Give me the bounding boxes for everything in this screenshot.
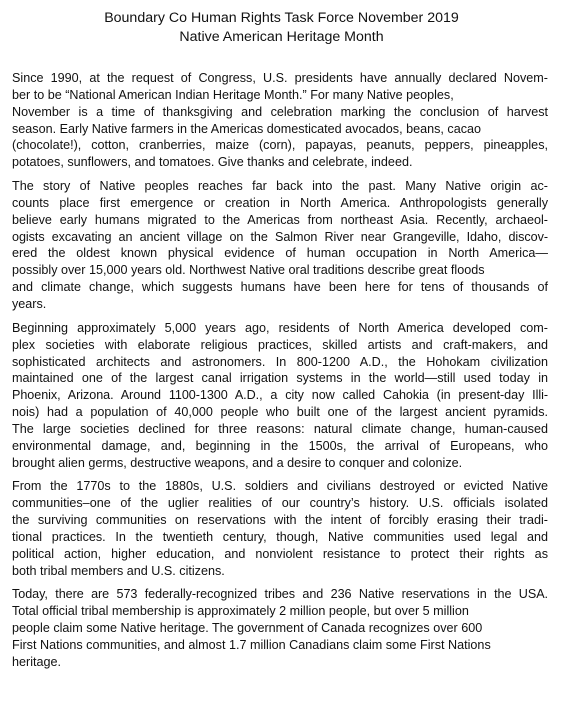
text-line: plex societies with elaborate religious practices, skilled artists and craft-makers, and	[12, 337, 548, 352]
text-line: heritage.	[12, 654, 62, 669]
text-line: From the 1770s to the 1880s, U.S. soldiers and civilians destroyed or evicted Native	[12, 479, 548, 494]
paragraph-5	[12, 586, 548, 670]
text-line: November is a time of thanksgiving and celebration marking the conclusion of harvest	[12, 104, 548, 119]
header-subtitle: Native American Heritage Month	[179, 29, 384, 45]
text-line: the surviving communities on reservations with the intent of forcibly erasing their tradi-	[12, 513, 548, 528]
text-line: season. Early Native farmers in the Americas domesticated avocados, beans, cacao	[12, 121, 481, 136]
text-line: ogists excavating an ancient village on the Salmon River near Grangeville, Idaho, discov-	[12, 229, 548, 244]
text-line: counts place first emergence or creation in North America. Anthropologists generally	[12, 195, 548, 210]
text-line: Since 1990, at the request of Congress, U.S. presidents have annually declared Novem-	[12, 71, 548, 85]
text-line: potatoes, sunflowers, and tomatoes. Give thanks and celebrate, indeed.	[12, 155, 413, 170]
text-line: possibly over 15,000 years old. Northwest Native oral traditions describe great floods	[12, 263, 485, 278]
text-line: political action, higher education, and nonviolent resistance to protect their rights as	[12, 546, 548, 561]
paragraph-4	[12, 478, 548, 579]
text-line: Today, there are 573 federally-recognized tribes and 236 Native reservations in the USA.	[12, 587, 548, 602]
text-line: environmental damage, and, beginning in the 1500s, the arrival of Europeans, who	[12, 438, 548, 453]
text-line: believe early humans migrated to the Americas from northeast Asia. Recently, archaeol-	[12, 212, 548, 227]
text-line: both tribal members and U.S. citizens.	[12, 563, 225, 578]
paragraph-3	[12, 320, 548, 472]
text-line: communities–one of the uglier realities of our country’s history. U.S. officials isolated	[12, 496, 548, 511]
article-body	[12, 70, 548, 678]
text-line: Beginning approximately 5,000 years ago, residents of North America developed com-	[12, 320, 548, 335]
text-line: tional practices. In the twentieth century, though, Native communities used legal and	[12, 529, 548, 544]
text-line: The large societies declined for three reasons: natural climate change, human-caused	[12, 421, 548, 436]
text-line: ber to be “National American Indian Heritage Month.” For many Native peoples,	[12, 87, 454, 102]
text-line: Phoenix, Arizona. Around 1100-1300 A.D., a city now called Cahokia (in present-day Illi-	[12, 388, 548, 403]
paragraph-1	[12, 70, 548, 171]
text-line: maintained one of the largest canal irrigation systems in the world—still used today in	[12, 371, 548, 386]
paragraph-2	[12, 178, 548, 313]
text-line: The story of Native peoples reaches far back into the past. Many Native origin ac-	[12, 179, 548, 194]
text-line: nois) had a population of 40,000 people who built one of the largest ancient pyramids.	[12, 405, 548, 420]
text-line: years.	[12, 296, 47, 311]
document-header	[0, 9, 563, 47]
header-title: Boundary Co Human Rights Task Force November 2019	[104, 10, 459, 26]
text-line: Total official tribal membership is approximately 2 million people, but over 5 million	[12, 604, 469, 619]
text-line: First Nations communities, and almost 1.7 million Canadians claim some First Nations	[12, 638, 491, 652]
text-line: sophisticated architects and astronomers. In 800-1200 A.D., the Hohokam civilization	[12, 354, 548, 369]
text-line: ered the oldest known physical evidence of human occupation in North America—	[12, 246, 548, 261]
text-line: people claim some Native heritage. The government of Canada recognizes over 600	[12, 621, 483, 636]
text-line: (chocolate!), cotton, cranberries, maize (corn), papayas, peanuts, peppers, pineapples,	[12, 138, 548, 153]
text-line: and climate change, which suggests humans have been here for tens of thousands of	[12, 280, 548, 295]
text-line: brought alien germs, destructive weapons, and a desire to conquer and colonize.	[12, 455, 463, 470]
